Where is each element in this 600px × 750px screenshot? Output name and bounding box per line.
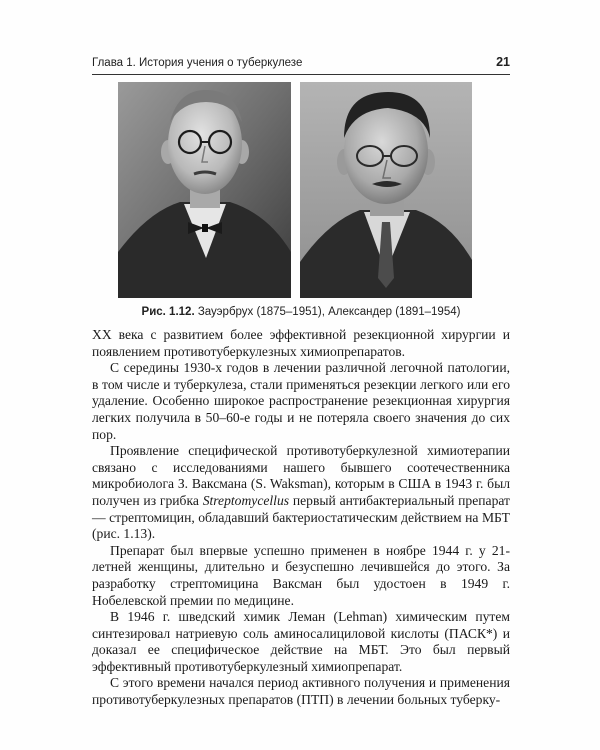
figure-label: Рис. 1.12. [141, 306, 195, 318]
chapter-title: Глава 1. История учения о туберкулезе [92, 57, 303, 69]
paragraph [92, 443, 510, 543]
paragraph: В 1946 г. шведский химик Леман (Lehman) химическим путем синтезировал натриевую соль аминосалициловой кислоты (ПАСК*) и доказал ее специфическое действие на МБТ. Это был первый эффективный противотуберкулезный химиопрепарат. [92, 609, 510, 674]
body-text [92, 327, 510, 709]
portrait-alexander [300, 82, 472, 298]
portrait-sauerbruch [118, 82, 291, 298]
header-rule [92, 74, 510, 75]
figure-caption [92, 306, 510, 318]
italic-species-name: Streptomycellus [202, 492, 290, 508]
paragraph: С этого времени начался период активного получения и применения противотуберкулезных препаратов (ПТП) в лечении больных туберку- [92, 675, 510, 708]
paragraph-text: первый антибактериальный препарат — стрептомицин, обладавший бактериостатическим действием на МБТ (рис. 1.13). [92, 492, 510, 542]
paragraph: С середины 1930-х годов в лечении различной легочной патологии, в том числе и туберкулеза, стали применяться резекции легкого или его удаление. Особенно широкое распространение резекционная хирургия легких получила в 50–60-е годы и не потеряла своего значения до сих пор. [92, 360, 510, 442]
paragraph: Препарат был впервые успешно применен в ноябре 1944 г. у 21-летней женщины, длительно и безуспешно лечившейся до этого. За разработку стрептомицина Ваксман был удостоен в 1949 г. Нобелевской премии по медицине. [92, 542, 510, 608]
paragraph: XX века с развитием более эффективной резекционной хирургии и появлением противотуберкулезных химиопрепаратов. [92, 327, 510, 359]
page-number: 21 [496, 55, 510, 69]
paragraph-text: Проявление специфической противотуберкулезной химиотерапии связано с исследованиями нашего бывшего соотечественника микробиолога З. Ваксмана (S. Waksman), которым в США в 1943 г. был получен из грибка [92, 443, 510, 508]
figure-caption-text: Зауэрбрух (1875–1951), Александер (1891–1954) [197, 306, 461, 318]
